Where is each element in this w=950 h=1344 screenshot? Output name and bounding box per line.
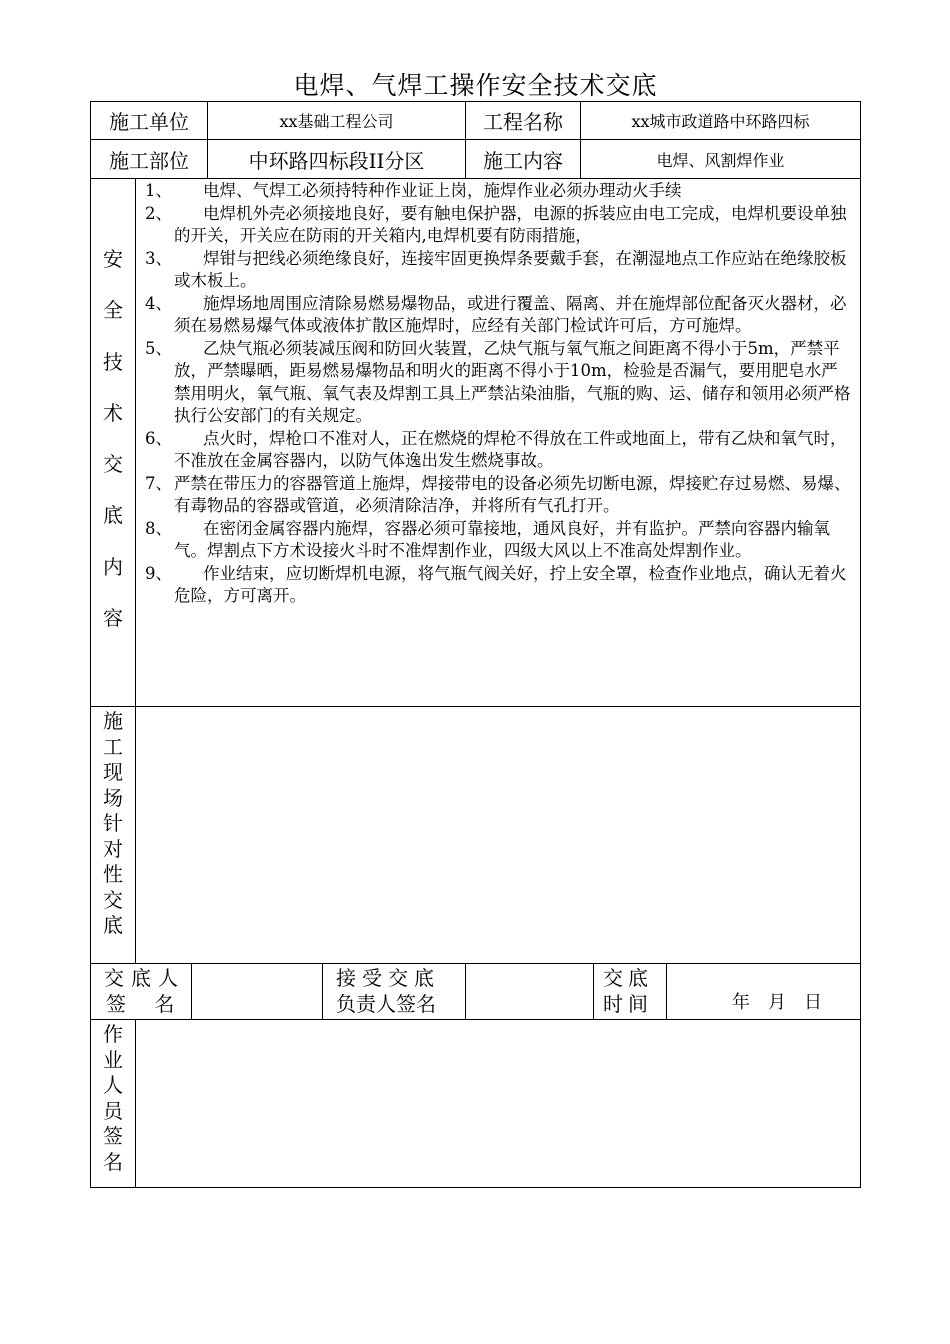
safety-side-label: 安 全 技 术 交 底 内 容 [103,247,123,631]
safety-items-list [145,180,851,608]
giver-signature-field[interactable] [192,964,322,1019]
workers-side-label: 作 业 人 员 签 名 [103,1022,123,1174]
date-field[interactable]: 年 月 日 [732,992,822,1013]
receiver-signature-field[interactable] [466,964,593,1019]
time-label-line1: 交底 [603,966,653,990]
time-label-line2: 时间 [603,992,653,1016]
document-title: 电焊、气焊工操作安全技术交底 [293,71,658,100]
workers-signature-area[interactable] [136,1020,860,1187]
project-value: xx城市政道路中环路四标 [631,112,810,131]
giver-label-line2: 签 名 [106,992,175,1016]
content-label: 施工内容 [483,148,563,173]
giver-label-line1: 交底人 [104,966,185,990]
list-item: 2、 电焊机外壳必须接地良好，要有触电保护器，电源的拆装应由电工完成，电焊机要设单独的开关，开关应在防雨的开关箱内,电焊机要有防雨措施， [145,203,847,245]
receiver-label-line2: 负责人签名 [336,992,436,1016]
section-value: 中环路四标段II分区 [248,148,425,173]
receiver-label-line1: 接受交底 [336,966,440,990]
content-value: 电焊、风割焊作业 [656,150,785,170]
list-item: 6、 点火时，焊枪口不准对人，正在燃烧的焊枪不得放在工件或地面上，带有乙炔和氧气时，不准放在金属容器内，以防气体逸出发生燃烧事故。 [145,428,847,470]
list-item: 5、 乙炔气瓶必须装减压阀和防回火装置，乙炔气瓶与氧气瓶之间距离不得小于5m，严禁平放，严禁曝晒，距易燃易爆物品和明火的距离不得小于10m，检验是否漏气，要用肥皂水严禁用明火，氧气瓶、氧气表及焊割工具上严禁沾染油脂，气瓶的购、运、储存和领用必须严格执行公安部门的有关规定。 [145,338,851,425]
list-item: 1、 电焊、气焊工必须持特种作业证上岗，施焊作业必须办理动火手续 [145,181,682,200]
list-item: 9、 作业结束，应切断焊机电源，将气瓶气阀关好，拧上安全罩，检查作业地点，确认无着火危险，方可离开。 [145,563,847,605]
project-label: 工程名称 [483,110,563,134]
list-item: 8、 在密闭金属容器内施焊，容器必须可靠接地，通风良好，并有监护。严禁向容器内输氧气。焊割点下方术设接火斗时不准焊割作业，四级大风以上不准高处焊割作业。 [145,518,830,560]
list-item: 4、 施焊场地周围应清除易燃易爆物品，或进行覆盖、隔离、并在施焊部位配备灭火器材，必须在易燃易爆气体或液体扩散区施焊时，应经有关部门检试许可后，方可施焊。 [145,293,847,335]
list-item: 7、 严禁在带压力的容器管道上施焊，焊接带电的设备必须先切断电源，焊接贮存过易燃、易爆、有毒物品的容器或管道，必须清除洁净，并将所有气孔打开。 [145,473,851,515]
site-content-area[interactable] [136,707,860,963]
list-item: 3、 焊钳与把线必须绝缘良好，连接牢固更换焊条要戴手套，在潮湿地点工作应站在绝缘胶板或木板上。 [145,248,847,290]
section-label: 施工部位 [109,148,189,173]
site-side-label: 施 工 现 场 针 对 性 交 底 [103,709,123,937]
unit-value: xx基础工程公司 [279,112,394,131]
unit-label: 施工单位 [109,110,189,134]
